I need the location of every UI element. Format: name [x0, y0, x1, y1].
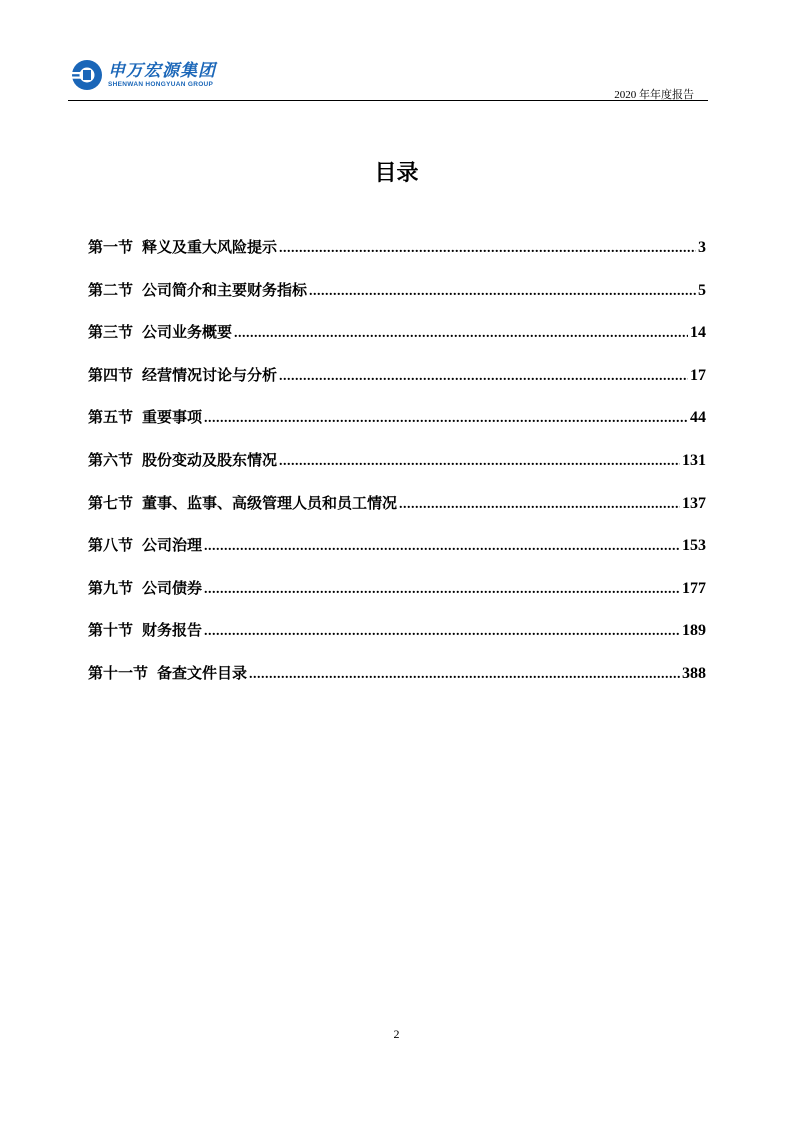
toc-entry[interactable] — [88, 449, 706, 492]
toc-page-number: 131 — [682, 451, 706, 469]
toc-entry[interactable] — [88, 321, 706, 364]
toc-section-number: 第一节 — [88, 238, 134, 256]
toc-page-number: 14 — [690, 324, 706, 342]
toc-section-number: 第六节 — [88, 450, 134, 469]
toc-section-number: 第三节 — [88, 323, 134, 342]
toc-section-title: 公司简介和主要财务指标 — [142, 280, 308, 299]
toc-section-title: 财务报告 — [142, 621, 203, 640]
toc-section-title: 董事、监事、高级管理人员和员工情况 — [142, 493, 398, 512]
toc-section-number: 第九节 — [88, 578, 134, 597]
toc-entry[interactable] — [88, 279, 706, 322]
toc-leader-dots — [279, 369, 688, 385]
toc-section-title: 经营情况讨论与分析 — [142, 365, 278, 384]
toc-page-number: 3 — [698, 239, 706, 256]
toc-leader-dots — [204, 411, 688, 427]
toc-page-number: 189 — [682, 622, 706, 640]
report-label: 2020 年年度报告 — [614, 89, 694, 101]
toc-entry[interactable] — [88, 364, 706, 407]
toc-leader-dots — [204, 624, 680, 640]
page-title: 目录 — [374, 161, 419, 186]
toc-leader-dots — [309, 284, 696, 300]
toc-entry[interactable] — [88, 619, 706, 662]
toc-entry[interactable] — [88, 577, 706, 620]
toc-entry[interactable] — [88, 406, 706, 449]
toc-section-title: 释义及重大风险提示 — [142, 238, 278, 256]
toc-section-number: 第五节 — [88, 408, 134, 427]
toc-section-number: 第二节 — [88, 280, 134, 299]
toc-leader-dots — [279, 241, 696, 257]
toc-entry[interactable] — [88, 236, 706, 279]
toc-page-number: 153 — [682, 537, 706, 555]
toc-leader-dots — [204, 582, 680, 598]
toc-section-number: 第十一节 — [88, 663, 149, 682]
toc-section-number: 第八节 — [88, 536, 134, 555]
toc-section-number: 第十节 — [88, 621, 134, 640]
toc-entry[interactable] — [88, 662, 706, 705]
toc-page-number: 5 — [698, 281, 706, 299]
logo-english-name: SHENWAN HONGYUAN GROUP — [108, 81, 214, 88]
toc-leader-dots — [399, 497, 680, 513]
company-logo — [70, 58, 216, 92]
header-divider — [68, 100, 708, 101]
logo-chinese-name: 申万宏源集团 — [108, 61, 216, 81]
toc-leader-dots — [204, 539, 680, 555]
toc-page-number: 137 — [682, 494, 706, 512]
toc-section-title: 股份变动及股东情况 — [142, 450, 278, 469]
toc-section-title: 重要事项 — [142, 408, 203, 427]
toc-leader-dots — [279, 454, 680, 470]
toc-page-number: 17 — [690, 366, 706, 384]
toc-section-number: 第七节 — [88, 493, 134, 512]
toc-page-number: 388 — [682, 664, 706, 682]
toc-leader-dots — [234, 326, 688, 342]
toc-section-title: 公司治理 — [142, 536, 203, 555]
toc-section-title: 备查文件目录 — [157, 663, 248, 682]
toc-page-number: 44 — [690, 409, 706, 427]
toc-entry[interactable] — [88, 492, 706, 535]
logo-icon — [70, 58, 104, 92]
toc-section-title: 公司债券 — [142, 578, 203, 597]
toc-leader-dots — [249, 667, 680, 683]
toc-entry[interactable] — [88, 534, 706, 577]
page-number: 2 — [393, 1027, 400, 1041]
toc-page-number: 177 — [682, 579, 706, 597]
table-of-contents — [88, 236, 706, 705]
toc-section-number: 第四节 — [88, 365, 134, 384]
toc-section-title: 公司业务概要 — [142, 323, 233, 342]
page-header — [68, 58, 708, 100]
